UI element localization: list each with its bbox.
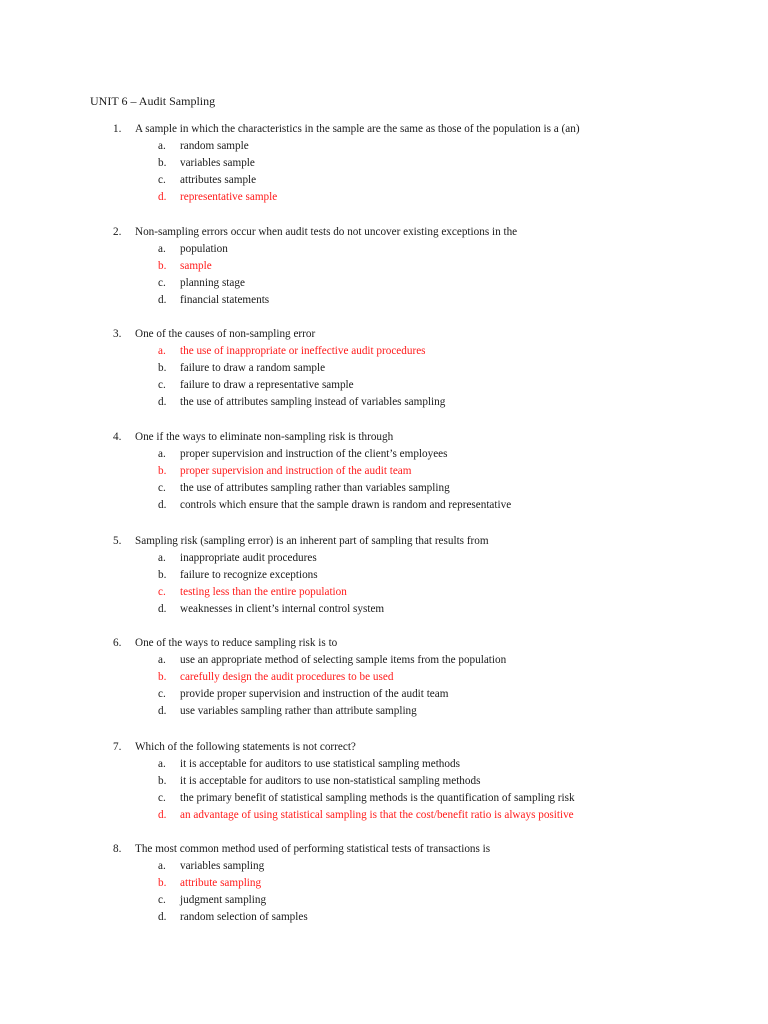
option-letter: d. (158, 809, 167, 822)
answer-option (0, 758, 768, 775)
option-text: an advantage of using statistical sampling is that the cost/benefit ratio is always positive (180, 809, 574, 822)
question-number: 5. (113, 535, 122, 547)
option-text: the primary benefit of statistical sampling methods is the quantification of sampling risk (180, 792, 575, 805)
answer-option (0, 294, 768, 311)
option-text: controls which ensure that the sample drawn is random and representative (180, 499, 512, 512)
option-text: weaknesses in client’s internal control system (180, 603, 385, 616)
option-text: the use of inappropriate or ineffective audit procedures (180, 345, 426, 357)
option-letter: a. (158, 243, 166, 255)
option-letter: a. (158, 654, 166, 666)
question-item (0, 123, 768, 208)
answer-option-correct (0, 260, 768, 277)
answer-option (0, 157, 768, 174)
option-letter: c. (158, 379, 166, 392)
option-letter: d. (158, 294, 167, 307)
question-row (0, 637, 768, 654)
option-letter: c. (158, 792, 166, 805)
question-text: The most common method used of performing statistical tests of transactions is (135, 843, 491, 855)
option-text: use variables sampling rather than attribute sampling (180, 705, 417, 718)
answer-option-correct (0, 671, 768, 688)
option-letter: a. (158, 448, 166, 460)
option-letter: a. (158, 860, 166, 872)
answer-option-correct (0, 465, 768, 482)
answer-option (0, 775, 768, 792)
option-text: provide proper supervision and instruction of the audit team (180, 688, 449, 701)
option-letter: a. (158, 758, 166, 770)
question-item (0, 431, 768, 516)
answer-option (0, 140, 768, 157)
option-text: failure to draw a random sample (180, 362, 326, 375)
answer-option (0, 705, 768, 722)
question-text: One of the ways to reduce sampling risk is to (135, 637, 338, 649)
option-letter: d. (158, 499, 167, 512)
option-letter: c. (158, 174, 166, 187)
answer-option-correct (0, 877, 768, 894)
question-row (0, 843, 768, 860)
option-letter: d. (158, 191, 167, 204)
option-letter: c. (158, 277, 166, 290)
option-letter: b. (158, 671, 167, 684)
question-item (0, 226, 768, 311)
document-title: UNIT 6 – Audit Sampling (90, 94, 216, 108)
question-text: One if the ways to eliminate non-sampling risk is through (135, 431, 394, 443)
option-text: failure to draw a representative sample (180, 379, 354, 392)
question-text: One of the causes of non-sampling error (135, 328, 316, 340)
question-item (0, 843, 768, 928)
option-text: financial statements (180, 294, 270, 307)
option-text: it is acceptable for auditors to use non-statistical sampling methods (180, 775, 481, 788)
option-letter: a. (158, 552, 166, 564)
answer-option-correct (0, 586, 768, 603)
option-text: it is acceptable for auditors to use statistical sampling methods (180, 758, 460, 770)
answer-option (0, 860, 768, 877)
answer-option (0, 499, 768, 516)
answer-option (0, 448, 768, 465)
question-number: 8. (113, 843, 122, 855)
answer-option (0, 174, 768, 191)
answer-option (0, 654, 768, 671)
question-text: Non-sampling errors occur when audit tests do not uncover existing exceptions in the (135, 226, 518, 238)
answer-option (0, 569, 768, 586)
question-row (0, 123, 768, 140)
question-row (0, 328, 768, 345)
option-text: testing less than the entire population (180, 586, 347, 599)
option-text: use an appropriate method of selecting sample items from the population (180, 654, 507, 666)
option-letter: c. (158, 482, 166, 495)
question-item (0, 535, 768, 620)
option-text: representative sample (180, 191, 278, 204)
question-number: 1. (113, 123, 122, 135)
question-number: 7. (113, 741, 122, 753)
option-text: sample (180, 260, 212, 273)
question-item (0, 741, 768, 826)
option-letter: d. (158, 911, 167, 924)
option-text: random selection of samples (180, 911, 308, 924)
option-text: the use of attributes sampling instead of variables sampling (180, 396, 446, 409)
option-letter: b. (158, 569, 167, 582)
question-row (0, 226, 768, 243)
answer-option (0, 792, 768, 809)
question-number: 6. (113, 637, 122, 649)
option-letter: b. (158, 465, 167, 478)
answer-option (0, 277, 768, 294)
option-text: judgment sampling (180, 894, 267, 907)
question-number: 2. (113, 226, 122, 238)
option-letter: b. (158, 775, 167, 788)
option-letter: b. (158, 362, 167, 375)
option-text: attributes sample (180, 174, 257, 187)
option-text: proper supervision and instruction of the audit team (180, 465, 412, 478)
answer-option (0, 362, 768, 379)
option-text: inappropriate audit procedures (180, 552, 317, 564)
option-text: failure to recognize exceptions (180, 569, 318, 582)
question-number: 3. (113, 328, 122, 340)
option-text: variables sampling (180, 860, 265, 872)
option-text: proper supervision and instruction of the client’s employees (180, 448, 448, 460)
option-letter: b. (158, 157, 167, 170)
option-letter: d. (158, 603, 167, 616)
answer-option-correct (0, 809, 768, 826)
option-text: attribute sampling (180, 877, 262, 890)
answer-option (0, 552, 768, 569)
question-row (0, 535, 768, 552)
option-letter: d. (158, 705, 167, 718)
option-letter: b. (158, 260, 167, 273)
answer-option (0, 894, 768, 911)
option-letter: d. (158, 396, 167, 409)
question-text: Sampling risk (sampling error) is an inherent part of sampling that results from (135, 535, 489, 547)
question-row (0, 741, 768, 758)
answer-option (0, 396, 768, 413)
question-text: Which of the following statements is not correct? (135, 741, 356, 753)
answer-option (0, 379, 768, 396)
question-item (0, 328, 768, 413)
option-letter: c. (158, 688, 166, 701)
option-letter: c. (158, 586, 166, 599)
question-text: A sample in which the characteristics in the sample are the same as those of the population is a (an) (135, 123, 580, 135)
option-text: the use of attributes sampling rather than variables sampling (180, 482, 450, 495)
option-letter: b. (158, 877, 167, 890)
option-text: random sample (180, 140, 249, 152)
option-text: variables sample (180, 157, 255, 170)
option-text: population (180, 243, 228, 255)
answer-option (0, 482, 768, 499)
question-number: 4. (113, 431, 122, 443)
answer-option-correct (0, 345, 768, 362)
question-item (0, 637, 768, 722)
option-text: planning stage (180, 277, 245, 290)
answer-option (0, 911, 768, 928)
option-letter: c. (158, 894, 166, 907)
answer-option (0, 243, 768, 260)
option-letter: a. (158, 140, 166, 152)
answer-option-correct (0, 191, 768, 208)
question-row (0, 431, 768, 448)
answer-option (0, 603, 768, 620)
option-letter: a. (158, 345, 166, 357)
option-text: carefully design the audit procedures to be used (180, 671, 394, 684)
answer-option (0, 688, 768, 705)
